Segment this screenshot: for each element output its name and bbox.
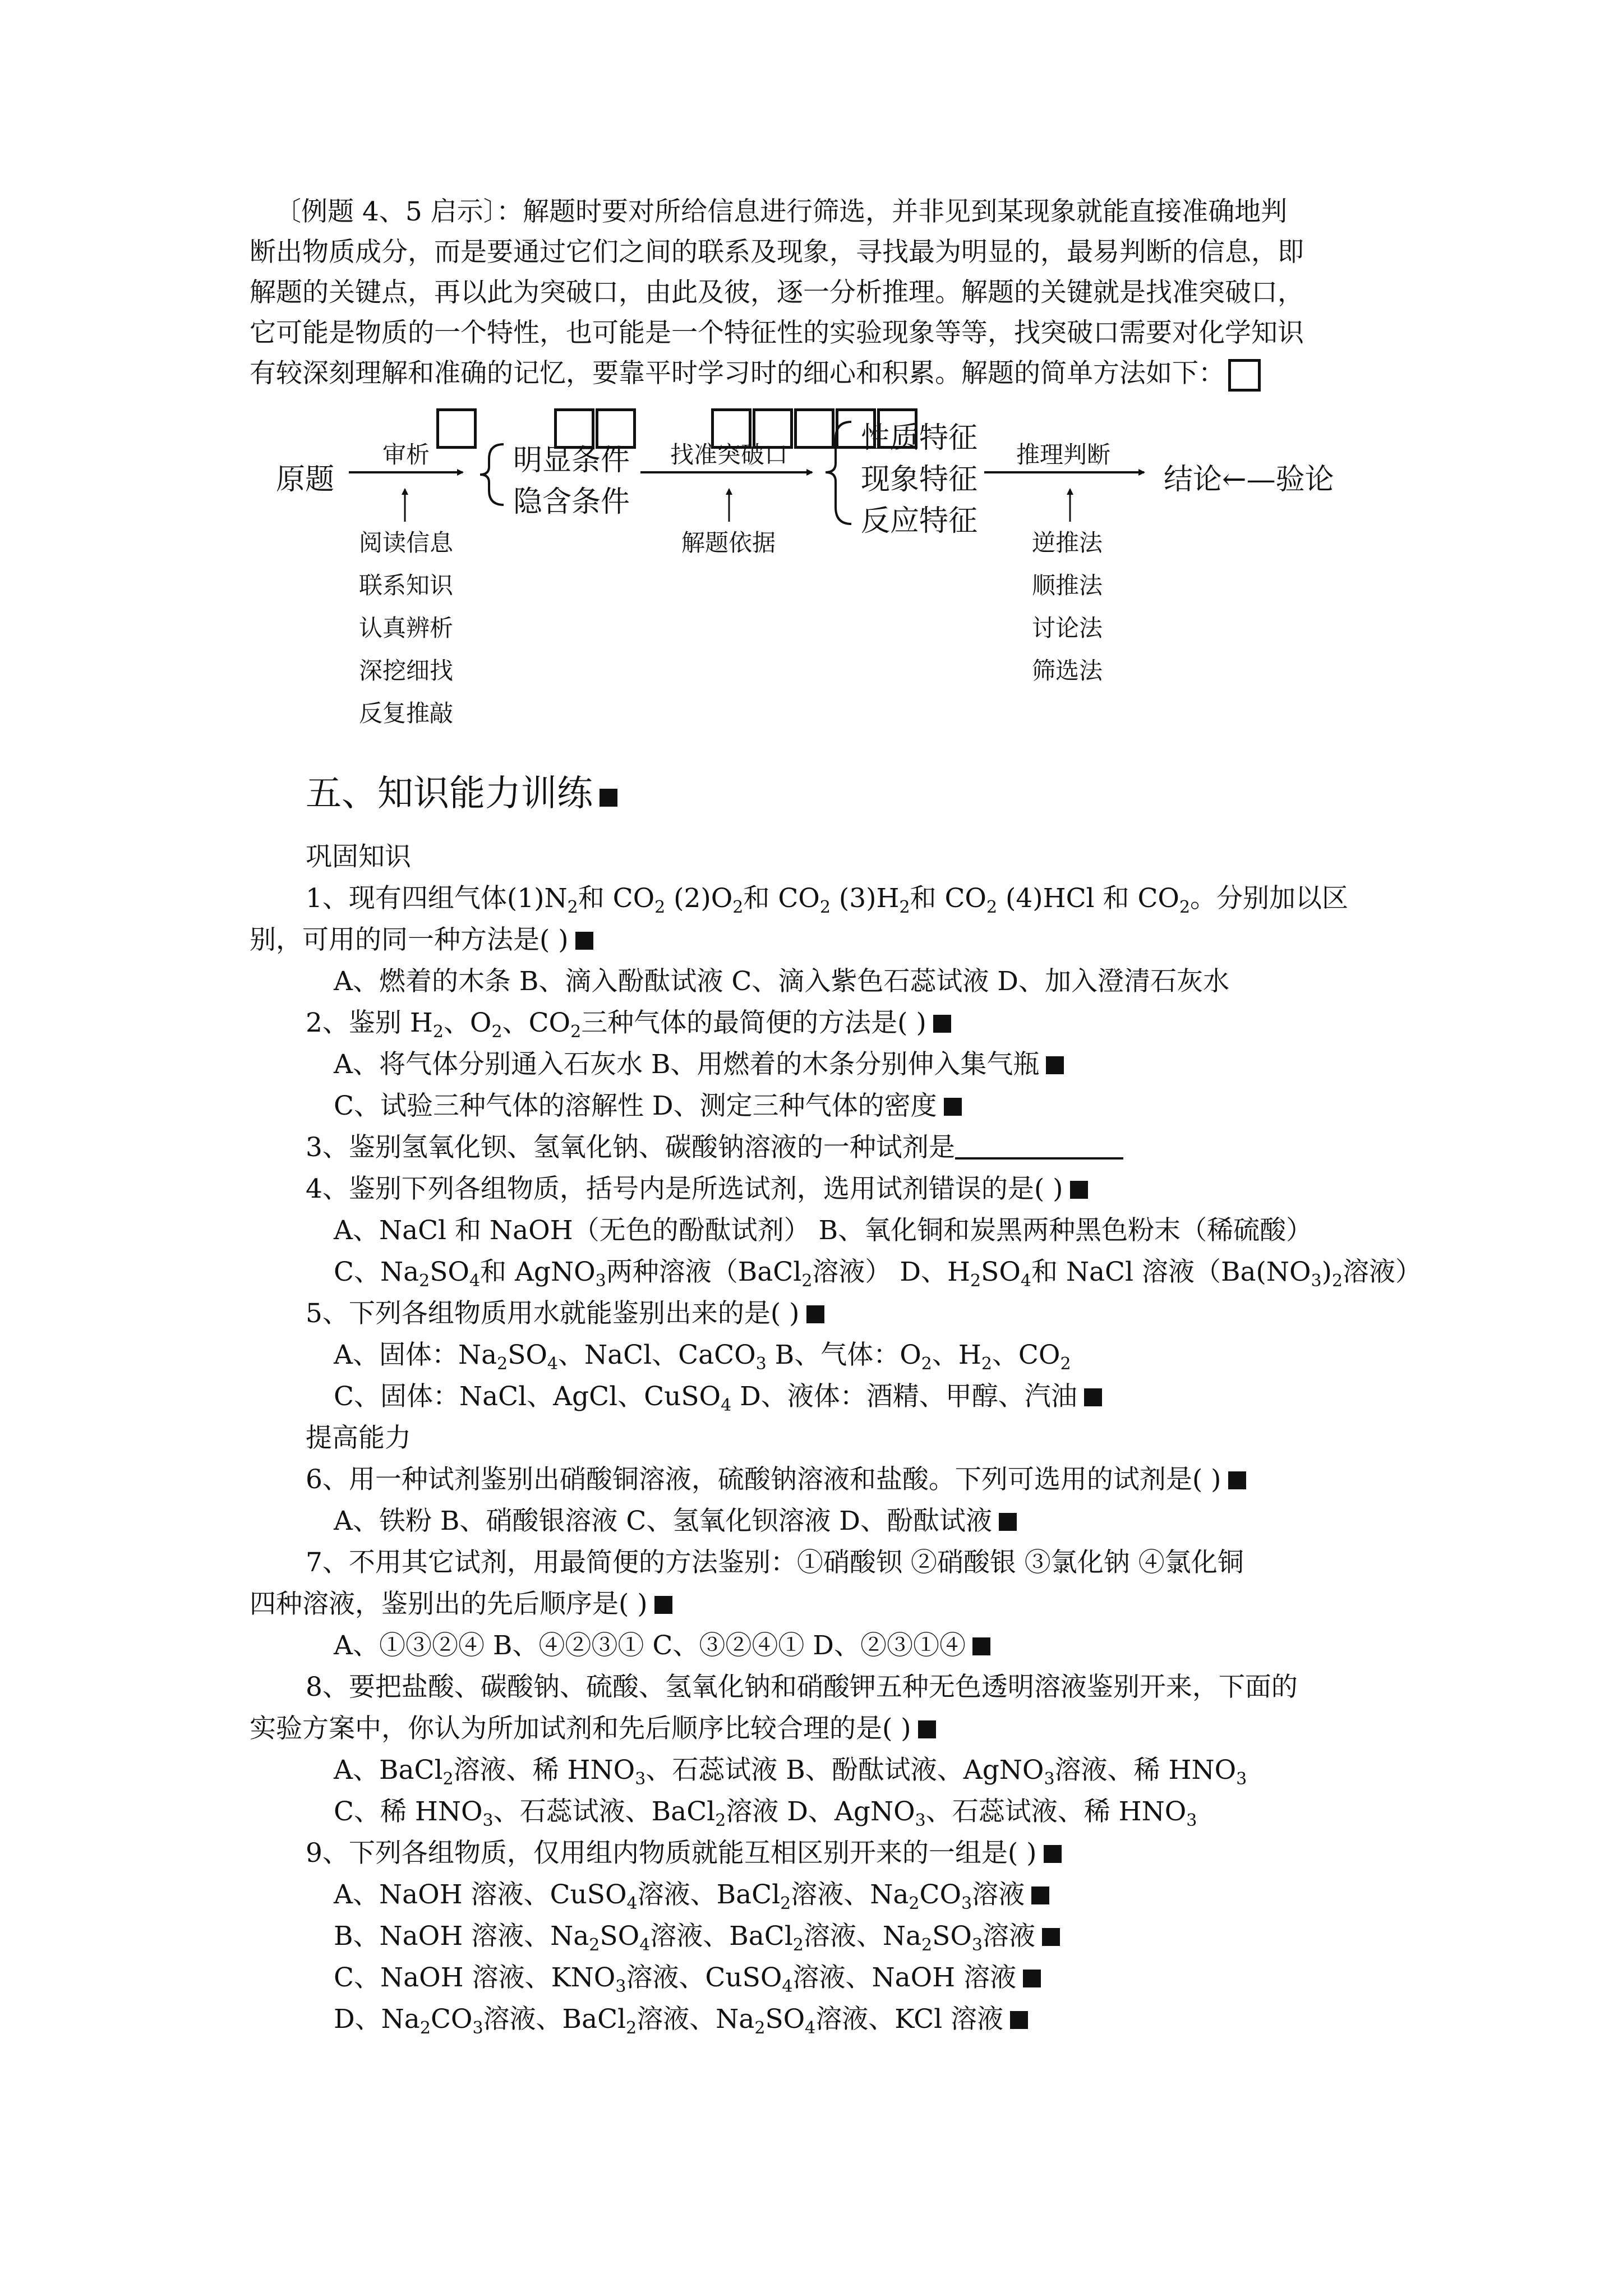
black-square-icon [1084,1388,1102,1406]
answer-blank[interactable] [955,1135,1123,1159]
diagram-cond-explicit: 明显条件 [513,444,630,477]
empty-square-icon [711,408,751,449]
col1-item: 阅读信息 [359,529,454,556]
q7-options: A、①③②④ B、④②③① C、③②④① D、②③①④ [334,1629,990,1663]
col1-item: 联系知识 [359,572,454,599]
col2-item: 解题依据 [681,529,776,556]
empty-square-icon [753,408,793,449]
q1-stem: 1、现有四组气体$(1)N_2$和 $CO_2$ $(2)O_2$和 $CO_2$ $(3)H_2$和 $CO_2$ (4)HCl 和 $CO_2$。分别加以区 [306,883,1349,917]
subsection-consolidate: 巩固知识 [306,841,411,872]
black-square-icon [575,932,593,950]
black-square-icon [1031,1887,1049,1904]
q2-option-cd: C、试验三种气体的溶解性 D、测定三种气体的密度 [334,1089,962,1123]
diagram-col-methods [1032,522,1103,692]
q8-option-cd: C、稀 $HNO_3$、石蕊试液、BaCl$_2$溶液 D、AgNO$_3$、石蕊试液、稀 $HNO_3$ [334,1796,1197,1830]
q5-option-ab: A、固体：$Na_2SO_4$、NaCl、CaCO$_3$ B、气体：$O_2$、$H_2$、$CO_2$ [334,1340,1071,1374]
q8-option-ab: A、BaCl$_2$溶液、稀 $HNO_3$、石蕊试液 B、酚酞试液、AgNO$_3$溶液、稀 $HNO_3$ [334,1755,1247,1789]
subsection-improve: 提高能力 [306,1423,411,1453]
q6-options: A、铁粉 B、硝酸银溶液 C、氢氧化钡溶液 D、酚酞试液 [334,1504,1017,1538]
diagram-lines [0,0,1623,785]
black-square-icon [654,1596,672,1614]
empty-square-icon [596,408,636,449]
q9-option-a: A、NaOH 溶液、CuSO$_4$溶液、BaCl$_2$溶液、$Na_2CO_3$溶液 [334,1878,1049,1912]
q2-option-ab: A、将气体分别通入石灰水 B、用燃着的木条分别伸入集气瓶 [334,1048,1064,1082]
section-title-text: 五、知识能力训练 [306,773,593,815]
black-square-icon [1042,1928,1060,1946]
black-square-icon [1228,1471,1246,1489]
black-square-icon [1070,1181,1088,1199]
black-square-icon [944,1098,962,1116]
diagram-start: 原题 [276,463,335,496]
diagram-col-reading [359,522,453,735]
q7-stem-2: 四种溶液，鉴别出的先后顺序是( ) [250,1588,672,1621]
empty-square-icon [836,408,876,449]
black-square-icon [600,789,617,807]
black-square-icon [918,1720,936,1738]
col3-item: 筛选法 [1032,657,1103,684]
empty-square-icon [554,408,594,449]
q1-stem-2: 别，可用的同一种方法是( ) [250,923,593,957]
q4-option-cd: C、$Na_2SO_4$和 AgNO$_3$两种溶液（BaCl$_2$溶液） D、$H_2SO_4$和 NaCl 溶液（$Ba(NO_3)_2$溶液） [334,1257,1422,1291]
diagram-col-basis [681,522,776,564]
q9-stem: 9、下列各组物质，仅用组内物质就能互相区别开来的一组是( ) [306,1837,1062,1870]
intro-line-1: 〔例题 4、5 启示〕：解题时要对所给信息进行筛选，并非见到某现象就能直接准确地判 [275,196,1288,227]
intro-line-4: 它可能是物质的一个特性，也可能是一个特征性的实验现象等等，找突破口需要对化学知识 [250,318,1304,348]
diagram-end: 结论←—验论 [1164,463,1334,496]
diagram-feat-phenomenon: 现象特征 [861,463,978,496]
diagram-feat-property: 性质特征 [861,421,978,455]
intro-line-2: 断出物质成分，而是要通过它们之间的联系及现象，寻找最为明显的，最易判断的信息，即 [250,237,1304,268]
q4-option-ab: A、NaCl 和 NaOH（无色的酚酞试剂） B、氧化铜和炭黑两种黑色粉末（稀硫酸） [334,1215,1313,1246]
black-square-icon [1046,1056,1064,1074]
section-title [306,773,617,815]
empty-square-icon [877,408,917,449]
col1-item: 反复推敲 [359,700,454,727]
q8-stem-2: 实验方案中，你认为所加试剂和先后顺序比较合理的是( ) [250,1712,936,1746]
col1-item: 认真辨析 [359,614,454,642]
black-square-icon [972,1637,990,1655]
q6-stem: 6、用一种试剂鉴别出硝酸铜溶液，硫酸钠溶液和盐酸。下列可选用的试剂是( ) [306,1463,1246,1497]
black-square-icon [999,1513,1017,1531]
q5-option-cd: C、固体：NaCl、AgCl、CuSO$_4$ D、液体：酒精、甲醇、汽油 [334,1380,1102,1414]
brace-conditions [480,444,504,505]
black-square-icon [806,1305,824,1323]
empty-square-icon [436,408,477,449]
diagram-feat-reaction: 反应特征 [861,504,978,538]
q8-stem: 8、要把盐酸、碳酸钠、硫酸、氢氧化钠和硝酸钾五种无色透明溶液鉴别开来，下面的 [306,1672,1298,1703]
intro-line-5-text: 有较深刻理解和准确的记忆，要靠平时学习时的细心和积累。解题的简单方法如下： [250,358,1225,389]
diagram-cond-implicit: 隐含条件 [513,485,630,519]
black-square-icon [933,1015,951,1033]
q1-options: A、燃着的木条 B、滴入酚酞试液 C、滴入紫色石蕊试液 D、加入澄清石灰水 [334,966,1229,997]
col1-item: 深挖细找 [359,657,454,684]
intro-line-3: 解题的关键点，再以此为突破口，由此及彼，逐一分析推理。解题的关键就是找准突破口， [250,277,1304,308]
q7-stem: 7、不用其它试剂，用最简便的方法鉴别：①硝酸钡 ②硝酸银 ③氯化钠 ④氯化铜 [306,1547,1244,1578]
empty-square-icon [794,408,834,449]
arrow-label-breakthrough: 找准突破口 [670,441,789,468]
black-square-icon [1044,1845,1062,1863]
col3-item: 逆推法 [1032,529,1103,556]
col3-item: 讨论法 [1032,614,1103,642]
black-square-icon [1023,1970,1041,1987]
q9-option-c: C、NaOH 溶液、$KNO_3$溶液、CuSO$_4$溶液、NaOH 溶液 [334,1961,1041,1995]
q9-option-b: B、NaOH 溶液、$Na_2SO_4$溶液、BaCl$_2$溶液、$Na_2SO_3$溶液 [334,1920,1060,1953]
black-square-icon [1010,2011,1028,2029]
q4-stem: 4、鉴别下列各组物质，括号内是所选试剂，选用试剂错误的是( ) [306,1172,1088,1206]
q3-stem: 3、鉴别氢氧化钡、氢氧化钠、碳酸钠溶液的一种试剂是 [306,1131,1123,1165]
arrow-label-reasoning: 推理判断 [1016,441,1111,468]
q2-stem: 2、鉴别 $H_2$、$O_2$、$CO_2$三种气体的最简便的方法是( ) [306,1006,951,1040]
q5-stem: 5、下列各组物质用水就能鉴别出来的是( ) [306,1297,824,1331]
arrow-label-review: 审析 [382,441,430,468]
q9-option-d: D、$Na_2CO_3$溶液、BaCl$_2$溶液、$Na_2SO_4$溶液、KCl 溶液 [334,2003,1028,2036]
col3-item: 顺推法 [1032,572,1103,599]
